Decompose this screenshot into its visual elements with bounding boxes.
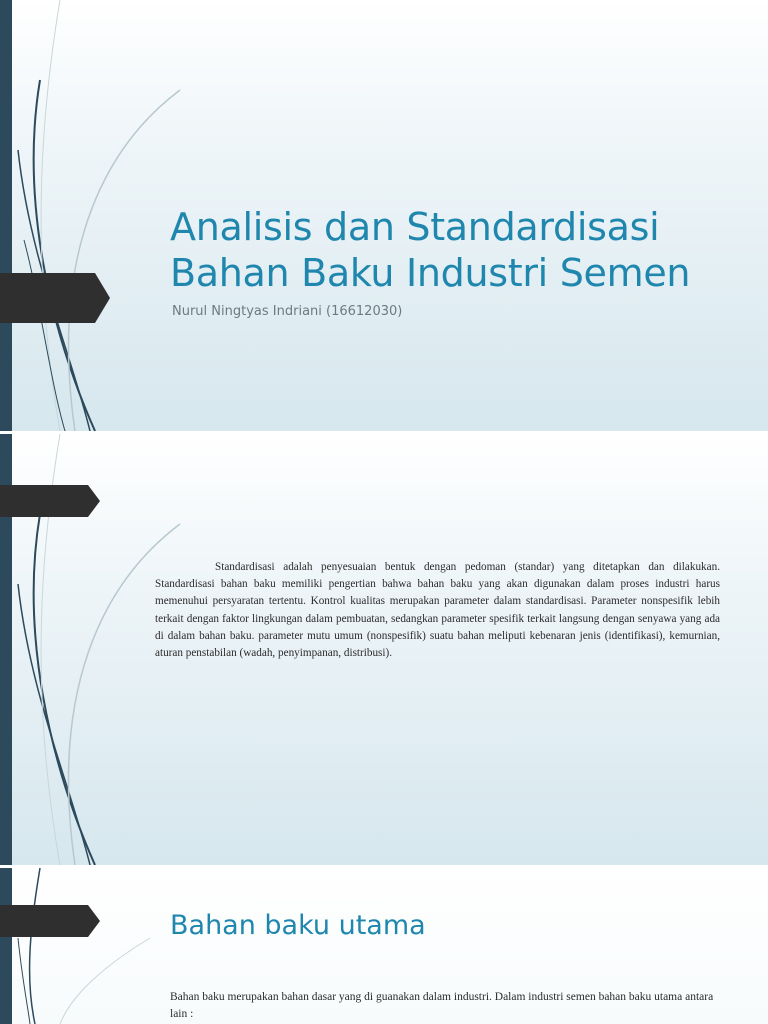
slide-title: Analisis dan Standardisasi Bahan Baku Industri Semen	[170, 205, 691, 295]
slide-paragraph: Bahan baku merupakan bahan dasar yang di guanakan dalam industri. Dalam industri semen bahan baku utama antara lain :	[170, 991, 714, 1020]
slide-marker-tab	[0, 273, 110, 323]
slide-marker-tab	[0, 896, 110, 946]
content-slide	[0, 434, 768, 865]
slide-title: Bahan baku utama	[170, 910, 426, 941]
slide-marker-tab	[0, 476, 110, 526]
content-slide	[0, 868, 768, 1024]
slide-subtitle: Nurul Ningtyas Indriani (16612030)	[172, 304, 403, 319]
slide-paragraph: Standardisasi adalah penyesuaian bentuk dengan pedoman (standar) yang ditetapkan dan dilakukan. Standardisasi bahan baku memiliki pengertian bahwa bahan baku yang akan digunakan dalam proses industri harus memenuhui persyaratan tertentu. Kontrol kualitas merupakan parameter dalam standardisasi. Parameter nonspesifik lebih terkait dengan faktor lingkungan dalam pembuatan, sedangkan parameter spesifik terkait langsung dengan senyawa yang ada di dalam bahan baku. parameter mutu umum (nonspesifik) suatu bahan meliputi kebenaran jenis (identifikasi), kemurnian, aturan penstabilan (wadah, penyimpanan, distribusi).	[155, 561, 720, 660]
title-slide	[0, 0, 768, 431]
